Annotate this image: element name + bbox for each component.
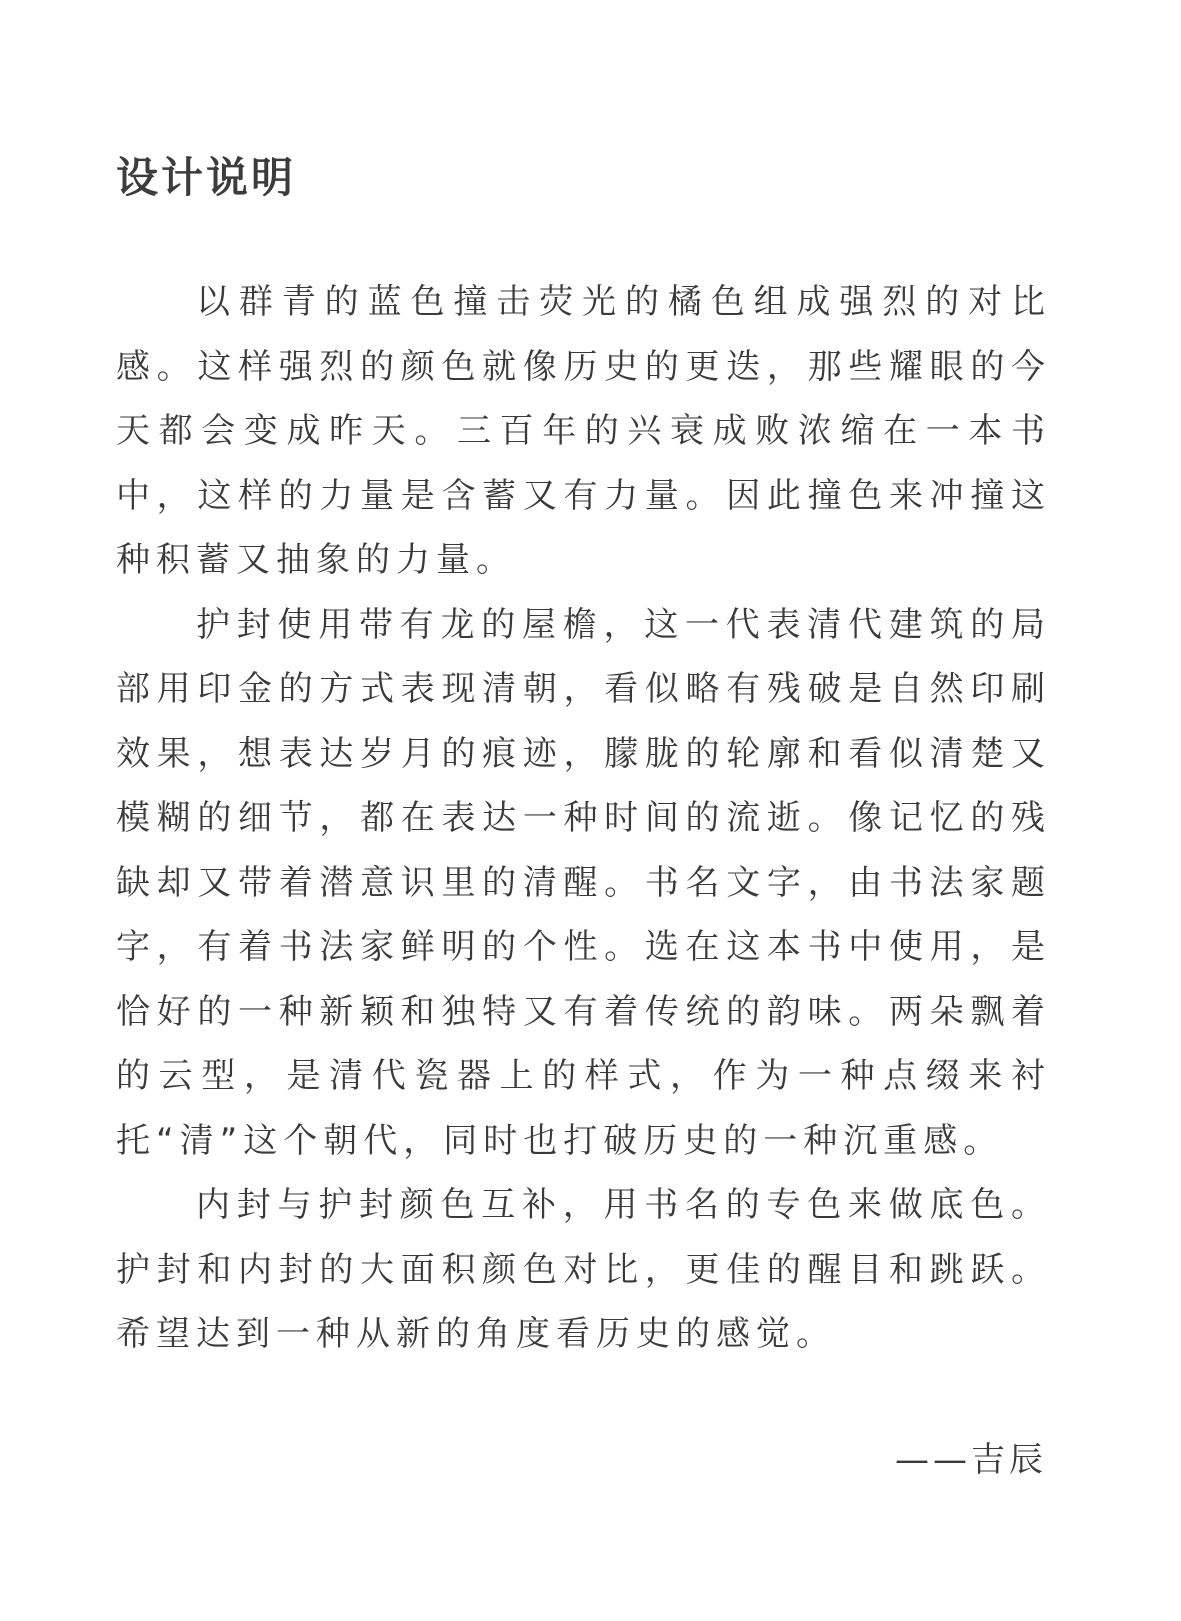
page-title: 设计说明: [116, 153, 297, 202]
author-signature: ——吉辰: [895, 1440, 1047, 1480]
paragraph-inner-cover: 内封与护封颜色互补，用书名的专色来做底色。护封和内封的大面积颜色对比，更佳的醒目和跳跃。希望达到一种从新的角度看历史的感觉。: [116, 1185, 1051, 1354]
paragraph-dust-jacket: 护封使用带有龙的屋檐，这一代表清代建筑的局部用印金的方式表现清朝，看似略有残破是自然印刷效果，想表达岁月的痕迹，朦胧的轮廓和看似清楚又模糊的细节，都在表达一种时间的流逝。像记忆的残缺却又带着潜意识里的清醒。书名文字，由书法家题字，有着书法家鲜明的个性。选在这本书中使用，是恰好的一种新颖和独特又有着传统的韵味。两朵飘着的云型，是清代瓷器上的样式，作为一种点缀来衬托“清”这个朝代，同时也打破历史的一种沉重感。: [116, 604, 1051, 1161]
design-description-body: [116, 270, 1051, 1367]
paragraph-color-contrast: 以群青的蓝色撞击荧光的橘色组成强烈的对比感。这样强烈的颜色就像历史的更迭，那些耀眼的今天都会变成昨天。三百年的兴衰成败浓缩在一本书中，这样的力量是含蓄又有力量。因此撞色来冲撞这种积蓄又抽象的力量。: [116, 282, 1051, 580]
